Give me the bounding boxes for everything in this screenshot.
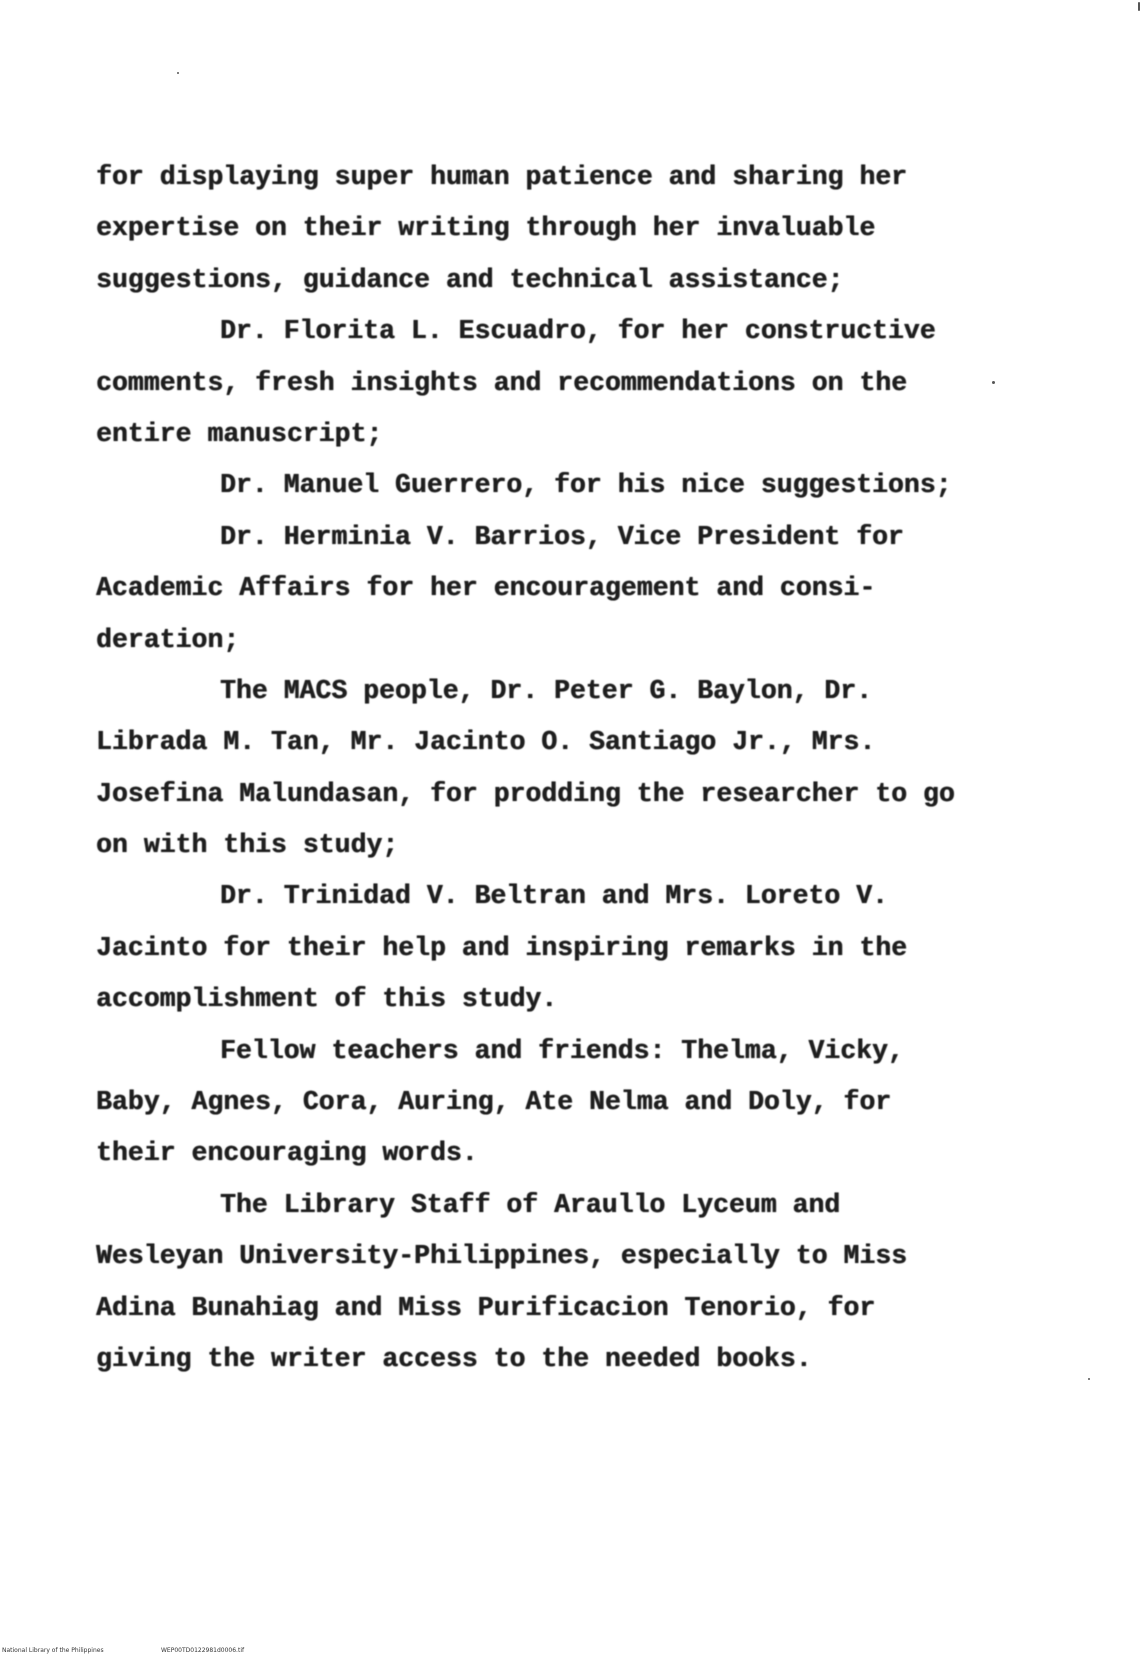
text-line: suggestions, guidance and technical assistance; <box>96 264 844 295</box>
paragraph-macs-people <box>96 666 1096 872</box>
text-line: Baby, Agnes, Cora, Auring, Ate Nelma and Doly, for <box>96 1087 892 1118</box>
scan-speck <box>1088 1378 1090 1380</box>
footer-source: National Library of the Philippines <box>2 1647 104 1654</box>
paragraph-barrios <box>96 512 1096 666</box>
text-line: Dr. Florita L. Escuadro, for her constructive <box>220 316 936 347</box>
paragraph-fellow-teachers <box>96 1026 1096 1180</box>
text-line: expertise on their writing through her invaluable <box>96 213 876 244</box>
text-line: deration; <box>96 624 240 655</box>
text-line: Librada M. Tan, Mr. Jacinto O. Santiago Jr., Mrs. <box>96 727 876 758</box>
paragraph-guerrero <box>96 460 1096 511</box>
text-line: Academic Affairs for her encouragement and consi- <box>96 573 876 604</box>
text-line: comments, fresh insights and recommendations on the <box>96 367 908 398</box>
paragraph-beltran-jacinto <box>96 871 1096 1025</box>
text-line: Wesleyan University-Philippines, especially to Miss <box>96 1241 908 1272</box>
text-line: entire manuscript; <box>96 418 383 449</box>
scan-footer <box>2 1646 245 1656</box>
text-line: accomplishment of this study. <box>96 984 558 1015</box>
scan-speck <box>1138 2 1140 11</box>
footer-filename: WEP00TD0122981d0006.tif <box>161 1647 245 1654</box>
paragraph-library-staff <box>96 1180 1096 1386</box>
text-line: giving the writer access to the needed books. <box>96 1343 812 1374</box>
paragraph-escuadro <box>96 306 1096 460</box>
text-line: Dr. Trinidad V. Beltran and Mrs. Loreto V. <box>220 881 888 912</box>
text-line: Josefina Malundasan, for prodding the researcher to go <box>96 778 955 809</box>
text-line: The Library Staff of Araullo Lyceum and <box>220 1189 841 1220</box>
scan-speck <box>177 72 179 74</box>
acknowledgment-text <box>96 152 1096 1385</box>
text-line: Adina Bunahiag and Miss Purificacion Tenorio, for <box>96 1292 876 1323</box>
text-line: their encouraging words. <box>96 1138 478 1169</box>
text-line: Jacinto for their help and inspiring remarks in the <box>96 932 908 963</box>
text-line: for displaying super human patience and sharing her <box>96 162 908 192</box>
text-line: Dr. Manuel Guerrero, for his nice suggestions; <box>220 470 952 501</box>
text-line: The MACS people, Dr. Peter G. Baylon, Dr. <box>220 675 873 706</box>
text-line: Fellow teachers and friends: Thelma, Vicky, <box>220 1035 904 1066</box>
text-line: on with this study; <box>96 830 399 861</box>
scan-speck <box>992 381 995 384</box>
paragraph-continuation <box>96 152 1096 306</box>
text-line: Dr. Herminia V. Barrios, Vice President for <box>220 521 904 552</box>
